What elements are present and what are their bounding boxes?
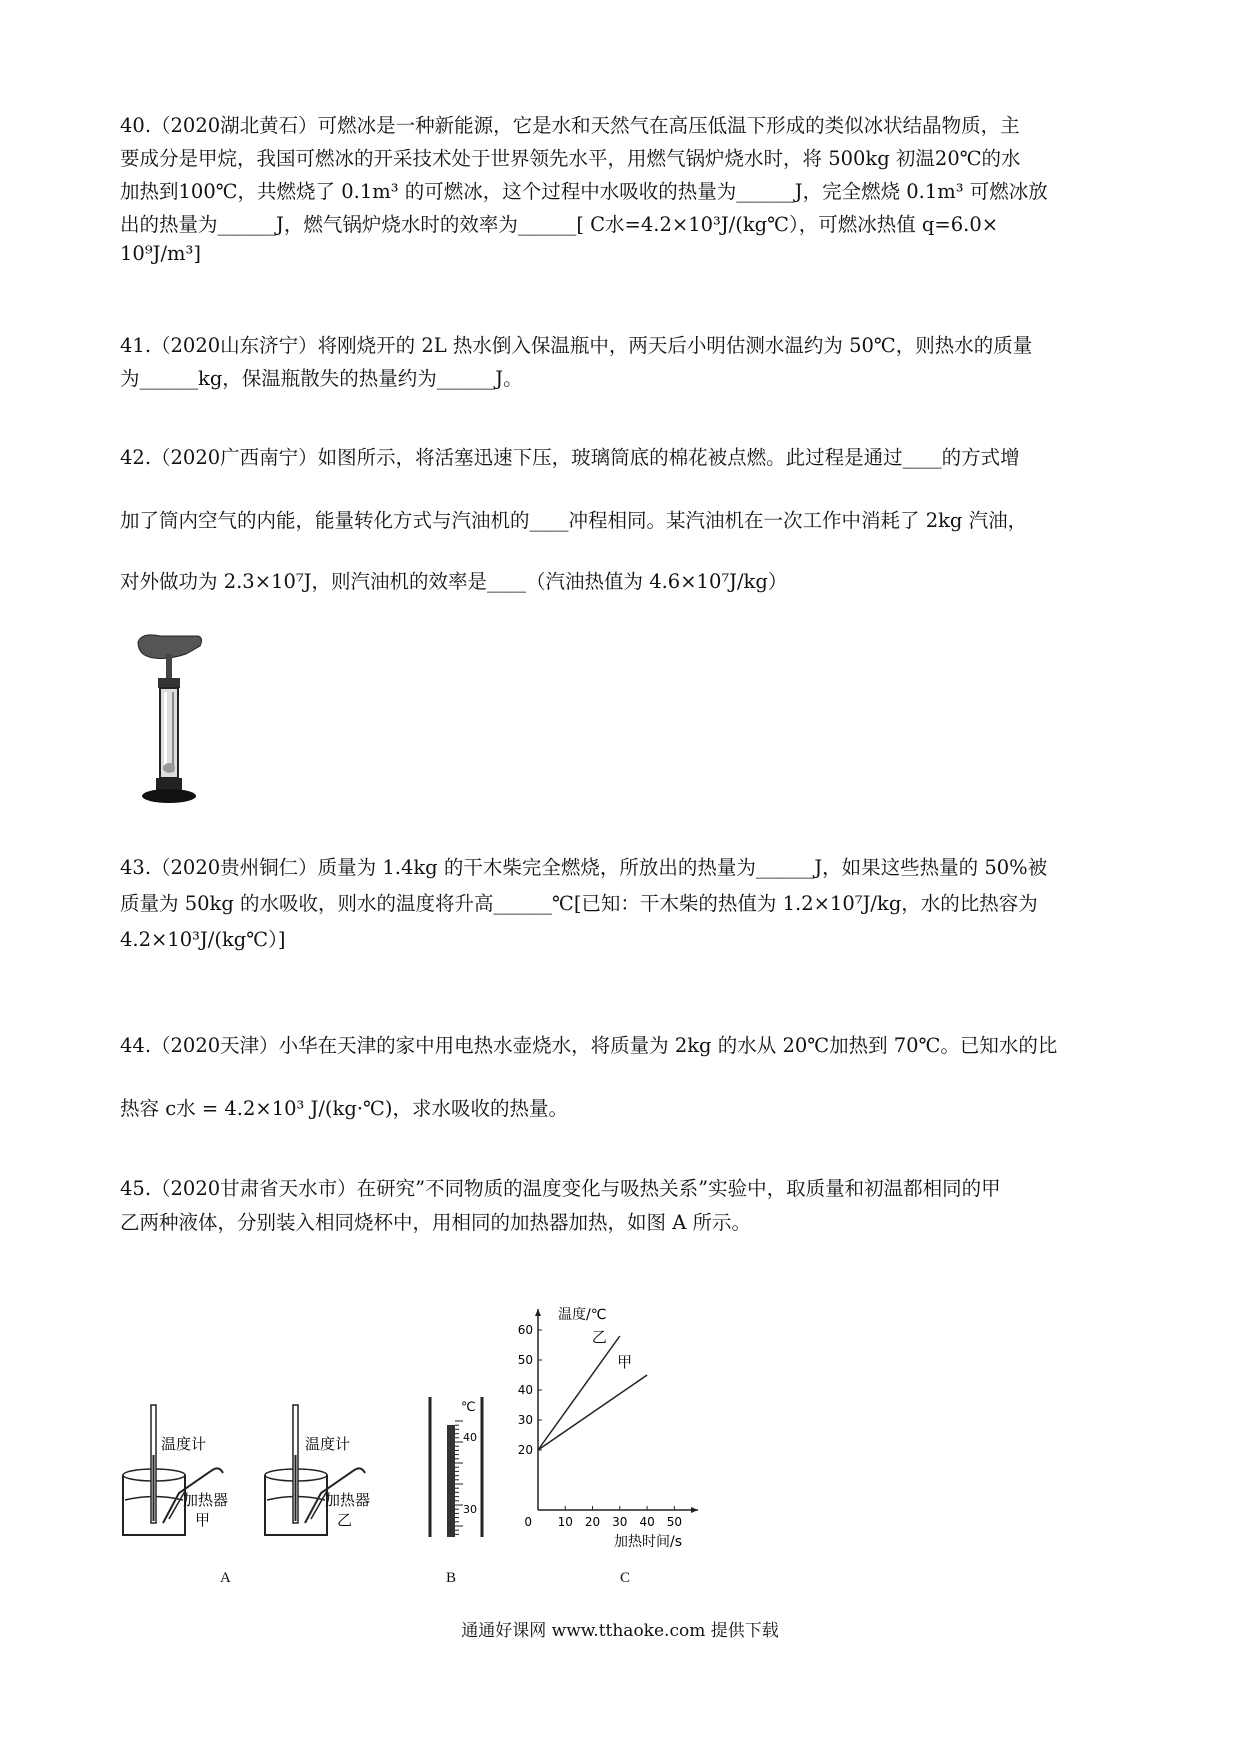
q42-line2: 加了筒内空气的内能，能量转化方式与汽油机的____冲程相同。某汽油机在一次工作中消耗了 2kg 汽油，	[120, 509, 1028, 532]
y-axis-title: 温度/℃	[558, 1307, 607, 1323]
figure-b-thermometer	[425, 1395, 495, 1540]
x-axis-arrow	[691, 1507, 698, 1513]
figA-left-thermometer-label: 温度计	[161, 1435, 207, 1453]
x-tick-label: 30	[612, 1515, 628, 1529]
figA-right-liquid-label: 乙	[337, 1511, 353, 1529]
q43-line1: 43.（2020贵州铜仁）质量为 1.4kg 的干木柴完全燃烧，所放出的热量为______J，如果这些热量的 50%被	[120, 856, 1048, 879]
figB-unit-label: ℃	[461, 1400, 476, 1415]
q41-line2: 为______kg，保温瓶散失的热量约为______J。	[120, 367, 523, 390]
q40-line3: 加热到100℃，共燃烧了 0.1m³ 的可燃冰，这个过程中水吸收的热量为______J，完全燃烧 0.1m³ 可燃冰放	[120, 180, 1048, 203]
series-line-甲	[538, 1375, 647, 1450]
q43-line3: 4.2×10³J/(kg℃）]	[120, 928, 286, 951]
figA-left-heater-label: 加热器	[183, 1491, 229, 1509]
y-tick-label: 30	[517, 1413, 533, 1427]
y-axis-arrow	[535, 1309, 541, 1316]
q45-line1: 45.（2020甘肃省天水市）在研究”不同物质的温度变化与吸热关系”实验中，取质量和初温都相同的甲	[120, 1177, 1001, 1200]
figure-c-chart	[500, 1298, 720, 1558]
figA-left-liquid-label: 甲	[195, 1511, 211, 1529]
figA-right-heater-label: 加热器	[325, 1491, 371, 1509]
q42-line3: 对外做功为 2.3×10⁷J，则汽油机的效率是____（汽油热值为 4.6×10⁷J/kg）	[120, 570, 788, 593]
series-line-乙	[538, 1336, 620, 1450]
q40-line4: 出的热量为______J，燃气锅炉烧水时的效率为______[ C水=4.2×10³J/(kg℃），可燃冰热值 q=6.0×	[120, 213, 999, 236]
figure-c-caption: C	[620, 1570, 631, 1586]
x-tick-label: 50	[666, 1515, 683, 1529]
y-tick-label: 50	[517, 1353, 533, 1367]
figA-right-thermometer-label: 温度计	[305, 1435, 351, 1453]
figure-a-caption: A	[220, 1570, 231, 1586]
footer-source: 通通好课网 www.tthaoke.com 提供下载	[461, 1621, 779, 1641]
piston-cylinder-figure	[128, 628, 208, 806]
y-tick-label: 60	[517, 1323, 533, 1337]
q40-line5: 10⁹J/m³]	[120, 242, 201, 265]
q42-line1: 42.（2020广西南宁）如图所示，将活塞迅速下压，玻璃筒底的棉花被点燃。此过程是通过____的方式增	[120, 446, 1020, 469]
y-tick-label: 40	[517, 1383, 533, 1397]
y-tick-label: 20	[517, 1443, 533, 1457]
series-label-乙: 乙	[591, 1328, 607, 1346]
q44-line1: 44.（2020天津）小华在天津的家中用电热水壶烧水，将质量为 2kg 的水从 20℃加热到 70℃。已知水的比	[120, 1034, 1058, 1057]
series-label-甲: 甲	[617, 1353, 633, 1371]
q40-line2: 要成分是甲烷，我国可燃冰的开采技术处于世界领先水平，用燃气锅炉烧水时，将 500kg 初温20℃的水	[120, 147, 1021, 170]
q40-line1: 40.（2020湖北黄石）可燃冰是一种新能源，它是水和天然气在高压低温下形成的类似冰状结晶物质，主	[120, 114, 1020, 137]
x-axis-title: 加热时间/s	[613, 1534, 683, 1550]
figB-tick-40: 40	[463, 1431, 477, 1444]
q45-line2: 乙两种液体，分别装入相同烧杯中，用相同的加热器加热，如图 A 所示。	[120, 1211, 751, 1234]
q43-line2: 质量为 50kg 的水吸收，则水的温度将升高______℃[已知：干木柴的热值为 1.2×10⁷J/kg，水的比热容为	[120, 892, 1038, 915]
figB-tick-30: 30	[463, 1503, 477, 1516]
q44-line2: 热容 c水 = 4.2×10³ J/(kg·℃)，求水吸收的热量。	[120, 1097, 568, 1120]
origin-label: 0	[524, 1515, 532, 1529]
x-tick-label: 40	[639, 1515, 655, 1529]
x-tick-label: 20	[584, 1515, 601, 1529]
figure-b-caption: B	[446, 1570, 457, 1586]
figure-a-beakers	[115, 1395, 415, 1540]
q41-line1: 41.（2020山东济宁）将刚烧开的 2L 热水倒入保温瓶中，两天后小明估测水温约为 50℃，则热水的质量	[120, 334, 1033, 357]
x-tick-label: 10	[557, 1515, 573, 1529]
